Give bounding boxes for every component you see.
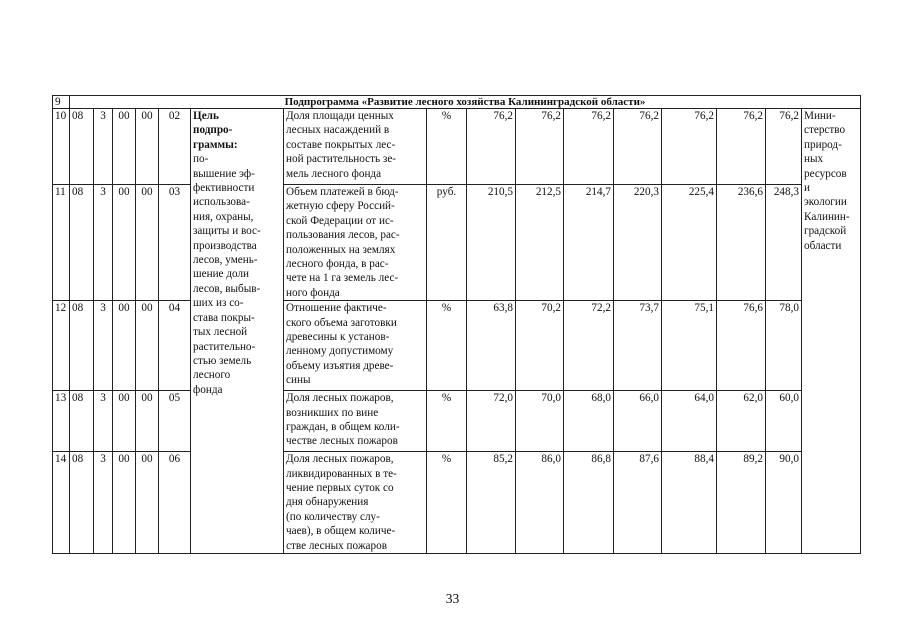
text-line: возникших по вине	[286, 406, 379, 419]
text-line: Калинин-	[804, 210, 850, 223]
value-cell: 66,0	[614, 391, 662, 452]
table-body	[53, 96, 861, 554]
goal-cell	[191, 109, 284, 554]
table-row	[53, 301, 861, 391]
value-cell: 76,2	[717, 109, 766, 185]
text-line: (по количеству слу-	[286, 510, 380, 523]
value-cell: 64,0	[662, 391, 717, 452]
code-cell-c1: 08	[70, 452, 94, 554]
table-row	[53, 452, 861, 554]
value-cell: 70,2	[516, 301, 564, 391]
code-cell-c2: 3	[94, 301, 113, 391]
value-cell: 236,6	[717, 185, 766, 301]
code-cell-c3: 00	[113, 452, 136, 554]
unit-cell: %	[427, 391, 467, 452]
text-line: Доля лесных пожаров,	[286, 453, 394, 466]
responsible-cell	[802, 109, 861, 554]
text-line: ния, охраны,	[193, 210, 254, 223]
value-cell: 89,2	[717, 452, 766, 554]
text-line: фонда	[193, 383, 223, 396]
code-cell-c4: 00	[136, 185, 159, 301]
text-line: Отношение фактиче-	[286, 302, 387, 315]
text-line: стерство	[804, 124, 846, 137]
code-cell-c3: 00	[113, 109, 136, 185]
text-line: става покры-	[193, 311, 255, 324]
text-line: тых лесной	[193, 326, 248, 339]
text-line: честве лесных пожаров	[286, 435, 398, 448]
code-cell-c5: 04	[159, 301, 191, 391]
value-cell: 72,2	[564, 301, 614, 391]
text-line: сины	[286, 374, 311, 387]
value-cell: 72,0	[467, 391, 516, 452]
text-line: градской	[804, 225, 847, 238]
text-line: экологии	[804, 196, 847, 209]
table-row	[53, 109, 861, 185]
text-line: лесов, выбыв-	[193, 282, 261, 295]
unit-cell: %	[427, 452, 467, 554]
code-cell-n: 14	[53, 452, 70, 554]
code-cell-n: 12	[53, 301, 70, 391]
text-line: области	[804, 239, 842, 252]
text-line: вышение эф-	[193, 167, 255, 180]
value-cell: 86,0	[516, 452, 564, 554]
text-line: жетную сферу Россий-	[286, 200, 395, 213]
value-cell: 220,3	[614, 185, 662, 301]
text-line: чаев), в общем количе-	[286, 525, 396, 538]
value-cell: 76,2	[516, 109, 564, 185]
text-line: фективности	[193, 182, 255, 195]
code-cell-c3: 00	[113, 391, 136, 452]
text-line: лесных насаждений в	[286, 124, 390, 137]
text-line: защиты и вос-	[193, 225, 261, 238]
value-cell: 76,2	[614, 109, 662, 185]
code-cell-c4: 00	[136, 109, 159, 185]
text-line: шение доли	[193, 268, 250, 281]
text-line: и	[804, 182, 810, 195]
text-line: древесины к установ-	[286, 331, 390, 344]
subprogram-number: 9	[53, 96, 70, 109]
code-cell-c2: 3	[94, 185, 113, 301]
text-line: Мини-	[804, 110, 836, 122]
code-cell-c4: 00	[136, 391, 159, 452]
value-cell: 87,6	[614, 452, 662, 554]
text-line: по-	[193, 153, 209, 166]
text-line: положенных на землях	[286, 243, 396, 256]
code-cell-c1: 08	[70, 391, 94, 452]
unit-cell: %	[427, 301, 467, 391]
text-line: производства	[193, 239, 257, 252]
value-cell: 88,4	[662, 452, 717, 554]
value-cell: 60,0	[766, 391, 802, 452]
page-number: 33	[445, 591, 460, 606]
text-line: ленному допустимому	[286, 345, 394, 358]
text-line: ликвидированных в те-	[286, 467, 397, 480]
code-cell-n: 11	[53, 185, 70, 301]
indicator-cell	[284, 109, 427, 185]
value-cell: 63,8	[467, 301, 516, 391]
text-line: ского объема заготовки	[286, 316, 397, 329]
text-line: ных	[804, 153, 824, 166]
text-line: ного фонда	[286, 286, 340, 299]
unit-cell: руб.	[427, 185, 467, 301]
text-line: ших из со-	[193, 297, 244, 310]
code-cell-c4: 00	[136, 301, 159, 391]
text-line: стью земель	[193, 354, 252, 367]
code-cell-c3: 00	[113, 301, 136, 391]
text-line: Доля лесных пожаров,	[286, 392, 394, 405]
text-line: ской Федерации от ис-	[286, 214, 394, 227]
text-line: растительно-	[193, 340, 256, 353]
goal-bold-line: подпро-	[193, 124, 233, 137]
value-cell: 75,1	[662, 301, 717, 391]
value-cell: 225,4	[662, 185, 717, 301]
text-line: пользования лесов, рас-	[286, 229, 400, 242]
text-line: природ-	[804, 138, 842, 151]
code-cell-c3: 00	[113, 185, 136, 301]
code-cell-n: 13	[53, 391, 70, 452]
text-line: Доля площади ценных	[286, 110, 394, 122]
value-cell: 86,8	[564, 452, 614, 554]
code-cell-c5: 06	[159, 452, 191, 554]
unit-cell: %	[427, 109, 467, 185]
code-cell-c1: 08	[70, 109, 94, 185]
value-cell: 68,0	[564, 391, 614, 452]
value-cell: 210,5	[467, 185, 516, 301]
text-line: дня обнаружения	[286, 496, 369, 509]
document-sheet	[52, 95, 860, 554]
code-cell-c5: 02	[159, 109, 191, 185]
text-line: мель лесного фонда	[286, 167, 382, 180]
value-cell: 62,0	[717, 391, 766, 452]
code-cell-c1: 08	[70, 185, 94, 301]
value-cell: 90,0	[766, 452, 802, 554]
text-line: составе покрытых лес-	[286, 138, 396, 151]
goal-bold-line: Цель	[193, 110, 219, 122]
text-line: ной растительность зе-	[286, 153, 397, 166]
value-cell: 214,7	[564, 185, 614, 301]
code-cell-c2: 3	[94, 452, 113, 554]
value-cell: 73,7	[614, 301, 662, 391]
text-line: объему изъятия древе-	[286, 359, 394, 372]
text-line: ресурсов	[804, 167, 847, 180]
indicator-cell	[284, 391, 427, 452]
indicator-cell	[284, 301, 427, 391]
code-cell-c4: 00	[136, 452, 159, 554]
text-line: граждан, в общем коли-	[286, 421, 400, 434]
code-cell-c2: 3	[94, 391, 113, 452]
indicators-table	[52, 95, 861, 554]
text-line: лесного фонда, в рас-	[286, 258, 389, 271]
text-line: лесов, умень-	[193, 254, 258, 267]
text-line: чете на 1 га земель лес-	[286, 272, 399, 285]
table-row	[53, 391, 861, 452]
subprogram-title: Подпрограмма «Развитие лесного хозяйства Калининградской области»	[70, 96, 861, 109]
text-line: Объем платежей в бюд-	[286, 186, 399, 198]
indicator-cell	[284, 185, 427, 301]
goal-bold-line: граммы:	[193, 138, 238, 151]
text-line: лесного	[193, 369, 231, 382]
indicator-cell	[284, 452, 427, 554]
code-cell-c5: 05	[159, 391, 191, 452]
value-cell: 76,6	[717, 301, 766, 391]
text-line: стве лесных пожаров	[286, 539, 387, 552]
value-cell: 76,2	[564, 109, 614, 185]
value-cell: 212,5	[516, 185, 564, 301]
code-cell-n: 10	[53, 109, 70, 185]
text-line: чение первых суток со	[286, 482, 394, 495]
subprogram-row	[53, 96, 861, 109]
table-row	[53, 185, 861, 301]
value-cell: 70,0	[516, 391, 564, 452]
text-line: использова-	[193, 196, 250, 209]
value-cell: 76,2	[467, 109, 516, 185]
value-cell: 78,0	[766, 301, 802, 391]
value-cell: 85,2	[467, 452, 516, 554]
code-cell-c1: 08	[70, 301, 94, 391]
code-cell-c5: 03	[159, 185, 191, 301]
code-cell-c2: 3	[94, 109, 113, 185]
value-cell: 76,2	[662, 109, 717, 185]
value-cell: 248,3	[766, 185, 802, 301]
value-cell: 76,2	[766, 109, 802, 185]
